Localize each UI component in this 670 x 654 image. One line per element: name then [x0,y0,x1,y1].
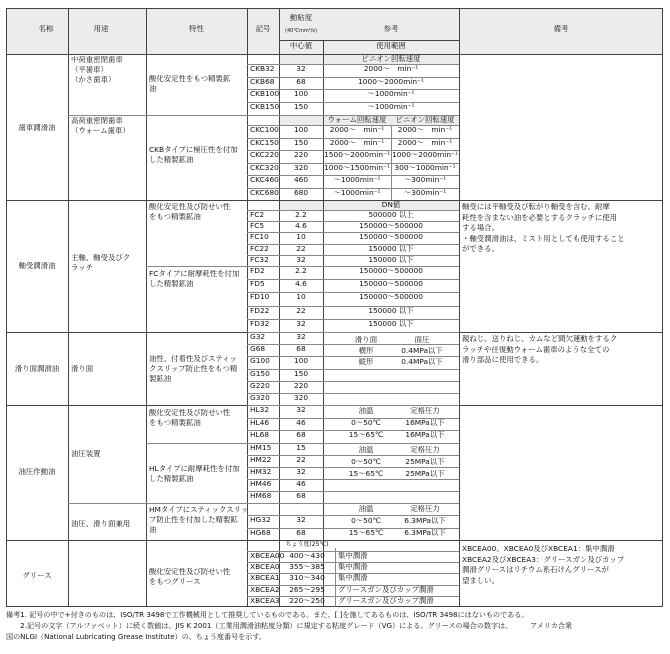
hydraulic-ref-h1: 油温 [358,505,374,513]
worm-range-cell: ～1000min⁻¹ [333,189,381,197]
code-cell: XBCEA0 [250,563,280,572]
viscosity-cell: 150 [293,103,309,112]
footnotes [6,609,666,642]
range-cell: 150000～500000 [359,233,423,242]
viscosity-cell: 22 [296,306,306,315]
slide-property-line3: 製鉱油 [149,375,172,383]
viscosity-cell: 310～340 [289,574,325,583]
hydraulic-ref-r2a: 15～65℃ [348,529,384,537]
code-cell: CKC220 [250,151,279,160]
grease-property-line2: をもつグリース [149,578,201,586]
viscosity-cell: 68 [296,492,306,500]
viscosity-cell: 68 [296,431,306,440]
code-cell: HL68 [250,431,270,440]
gear-use1-line2: （平歯車） [71,66,108,74]
bearing-property2-line1: FCタイプに耐摩耗性を付加 [149,270,240,278]
slide-use: 滑り面 [71,365,94,373]
gear-use2-line1: 高荷重密閉歯車 [71,117,123,125]
code-cell: HG68 [250,528,271,537]
range-cell: 150000 以下 [368,319,414,328]
code-cell: HG32 [250,516,271,524]
bearing-property2-line2: した精製鉱油 [149,280,194,288]
pinion-range-cell: ～300min⁻¹ [403,176,447,185]
code-cell: FC22 [250,244,269,253]
header-property: 特性 [189,25,204,33]
viscosity-cell: 32 [296,468,306,476]
pinion-range-cell: 2000～ min⁻¹ [397,138,453,147]
viscosity-cell: 100 [293,357,309,366]
slide-ref-r1b: 0.4MPa以下 [401,347,443,355]
viscosity-cell: 150 [293,138,309,147]
code-cell: CKC680 [250,189,279,197]
range-cell: 150000 以下 [368,306,414,315]
code-cell: FD5 [250,280,265,289]
code-cell: HL46 [250,418,270,427]
worm-range-cell: 2000～ min⁻¹ [329,138,385,147]
hydraulic-ref-r1b: 16MPa以下 [405,419,445,427]
gear-property1-line2: 油 [149,85,157,93]
code-cell: FC5 [250,222,265,231]
viscosity-cell: 32 [296,319,306,328]
code-cell: CKC460 [250,176,279,185]
hydraulic-property2-line2: した精製鉱油 [149,475,194,483]
header-remarks: 備考 [553,25,569,33]
viscosity-cell: 68 [296,528,306,537]
hydraulic-ref-r2b: 25MPa以下 [405,470,445,478]
remark-line: する場合。 [462,224,499,232]
range-cell: 500000 以上 [368,211,414,219]
code-cell: HM15 [250,444,272,452]
col-divider [459,8,460,607]
code-cell: CKB150 [250,103,280,112]
usage-cell: グリースガン及びカップ潤滑 [338,585,434,594]
slide-property-line2: クスリップ防止性をもつ精 [149,365,238,373]
viscosity-cell: 68 [296,77,306,86]
viscosity-cell: 4.6 [295,222,307,231]
slide-ref-r2a: 縦形 [358,358,374,366]
bearing-use-line2: ラッチ [71,264,94,272]
bearing-dn: DN値 [381,201,401,209]
range-cell: 150000 以下 [368,244,414,253]
hydraulic-use1: 油圧装置 [71,450,101,458]
hydraulic-ref-r2a: 15～65℃ [348,431,384,439]
hydraulic-ref-r1a: 0～50℃ [351,419,381,427]
code-cell: G32 [250,333,266,341]
remark-line: 潤滑グリースはリチウム系石けんグリースが [462,566,609,574]
hydraulic-ref-r1a: 0～50℃ [351,517,381,525]
footnote-line: 国のNLGI（National Lubricating Grease Institute）の、ちょう度番号を示す。 [6,632,267,641]
col-divider [68,8,69,607]
slide-ref-r2b: 0.4MPa以下 [401,358,443,366]
gear-property1-line1: 酸化安定性をもつ精製鉱 [149,75,231,83]
code-cell: XBCEA00 [250,552,285,560]
code-cell: FC10 [250,233,269,242]
bearing-property1-line1: 酸化安定性及び防せい性 [149,203,231,211]
gear-use2-line2: （ウォーム歯車） [71,127,130,135]
viscosity-cell: 32 [296,406,306,414]
hydraulic-ref-r1a: 0～50℃ [351,458,381,466]
code-cell: G68 [250,345,266,354]
range-cell: 1000～2000min⁻¹ [358,77,424,86]
header-reference: 参考 [383,25,399,33]
grease-penetration: ちょう度(25℃) [285,541,329,548]
hydraulic-property2-line1: HLタイプに耐摩耗性を付加 [149,465,240,473]
code-cell: HM68 [250,492,272,500]
header-name: 名称 [38,25,54,33]
pinion-range-cell: 1000～2000min⁻¹ [392,151,458,160]
remark-line: 滑り部品に使用できる。 [462,356,544,364]
code-cell: CKB68 [250,77,275,86]
hydraulic-ref-r2a: 15～65℃ [348,470,384,478]
gear-property2-line1: CKBタイプに極圧性を付加 [149,146,238,154]
viscosity-cell: 15 [296,444,306,452]
remark-line: ができる。 [462,245,499,253]
range-cell: ～1000min⁻¹ [367,90,415,99]
hydraulic-ref-r1b: 6.3MPa以下 [404,517,446,525]
bearing-use-line1: 主軸、軸受及びク [71,254,131,262]
gear-pinion-speed2: ピニオン回転速度 [395,116,455,124]
row-divider [68,503,459,504]
gear-name: 歯車潤滑油 [18,124,56,132]
code-cell: HM22 [250,456,272,464]
range-cell: 2000～ min⁻¹ [363,65,419,73]
viscosity-cell: 220 [293,151,309,160]
remark-line: ・軸受潤滑油は、ミスト用としても使用すること [462,234,625,243]
code-cell: CKC150 [250,138,279,147]
col-divider [146,8,147,607]
viscosity-cell: 320 [293,163,309,172]
header-viscosity: 動粘度 [289,14,313,22]
code-cell: FC32 [250,255,269,264]
hydraulic-property1-line1: 酸化安定性及び防せい性 [149,409,231,417]
code-cell: FD32 [250,319,270,328]
code-cell: FD2 [250,267,265,275]
code-cell: CKC320 [250,163,279,172]
hydraulic-ref-r1b: 25MPa以下 [405,458,445,466]
hydraulic-property3-line3: 油 [149,526,157,534]
hydraulic-ref-h2: 定格圧力 [410,407,440,415]
code-cell: G100 [250,357,270,366]
viscosity-cell: 220 [293,381,309,390]
code-cell: FD10 [250,293,270,302]
grease-name: グリース [22,572,52,580]
col-divider [247,8,248,607]
hydraulic-ref-r2b: 6.3MPa以下 [404,529,446,537]
viscosity-cell: 22 [296,456,306,464]
viscosity-cell: 32 [296,255,306,264]
worm-range-cell: 1000～1500min⁻¹ [324,163,390,172]
gear-use1-line3: （かさ歯車） [71,76,116,84]
code-cell: G220 [250,381,270,390]
viscosity-cell: 22 [296,244,306,253]
code-cell: XBCEA3 [250,596,280,605]
viscosity-cell: 10 [296,233,306,242]
hydraulic-ref-h2: 定格圧力 [410,446,440,454]
remark-line: XBCEA2及びXBCEA3：グリースガン及びカップ [462,555,625,564]
viscosity-cell: 460 [293,176,309,185]
viscosity-cell: 220～250 [289,596,325,605]
header-viscosity-unit: (40℃mm²/s) [285,28,317,34]
viscosity-cell: 2.2 [295,211,307,219]
code-cell: XBCEA2 [250,585,280,594]
viscosity-cell: 46 [296,480,306,488]
sub-col-divider [335,548,336,607]
hydraulic-ref-r2b: 16MPa以下 [405,431,445,439]
remark-line: XBCEA00、XBCEA0及びXBCEA1：集中潤滑 [462,545,615,553]
code-cell: FC2 [250,211,265,219]
viscosity-cell: 680 [293,189,309,197]
code-cell: HL32 [250,406,270,414]
remark-line: 耗性を含まない油を必要とするクラッチに使用 [462,213,618,222]
viscosity-cell: 46 [296,418,306,427]
hydraulic-ref-h1: 油温 [358,446,374,454]
header-code: 記号 [255,25,271,33]
viscosity-cell: 32 [296,516,306,524]
range-cell: ～1000min⁻¹ [367,103,415,112]
footnote-line: 2.記号の文字（アルファベット）に続く数値は、JIS K 2001（工業用潤滑油粘度分類）に規定する粘度グレード（VG）による。グリースの場合の数字は、 アメリカ合衆 [6,621,573,630]
usage-cell: グリースガン及びカップ潤滑 [338,596,434,605]
code-cell: G320 [250,394,270,402]
row-divider [279,40,459,41]
worm-range-cell: ～1000min⁻¹ [333,176,381,185]
pinion-range-cell: 300～1000min⁻¹ [394,163,456,172]
remark-line: 親ねじ、送りねじ、カムなど間欠運動をするク [462,335,618,343]
hydraulic-property3-line2: プ防止性を付加した精製鉱 [149,516,238,524]
range-cell: 150000～500000 [359,293,423,302]
header-use: 用途 [93,25,109,33]
code-cell: FD22 [250,306,270,315]
slide-ref-r1a: 横形 [358,347,374,355]
slide-ref-h2: 面圧 [414,336,430,344]
code-cell: CKC100 [250,126,279,134]
viscosity-cell: 2.2 [295,267,307,275]
pinion-range-cell: ～300min⁻¹ [403,189,447,197]
code-cell: G150 [250,369,270,378]
range-cell: 150000 以下 [368,255,414,264]
footnote-line: 備考1. 記号の中で+付きのものは、ISO/TR 3498で工作機械用として推奨しているものである。また、[ ]を施してあるものは、ISO/TR 3498にはないものである。 [6,610,529,619]
remark-line: 望ましい。 [462,576,499,585]
hydraulic-property1-line2: をもつ精製鉱油 [149,419,201,427]
viscosity-cell: 10 [296,293,306,302]
hydraulic-use2: 油圧、滑り面兼用 [71,520,131,528]
header-usage-range: 使用範囲 [376,42,406,50]
viscosity-cell: 100 [293,126,309,134]
header-center-value: 中心値 [289,42,313,50]
hydraulic-ref-h2: 定格圧力 [410,505,440,513]
gear-pinion-speed: ピニオン回転速度 [361,55,421,63]
hydraulic-property3-line1: HMタイプにスティックスリッ [149,506,249,514]
hydraulic-name: 油圧作動油 [18,468,56,476]
viscosity-cell: 320 [293,394,309,402]
worm-range-cell: 1500～2000min⁻¹ [324,151,390,160]
gear-property2-line2: した精製鉱油 [149,156,194,164]
remark-line: ラッチや往復動ウォーム歯車のような全ての [462,345,610,354]
viscosity-cell: 32 [296,333,306,341]
viscosity-cell: 32 [296,65,306,73]
bearing-name: 軸受潤滑油 [18,262,56,270]
slide-name: 滑り面潤滑油 [14,365,60,373]
usage-cell: 集中潤滑 [338,563,368,572]
viscosity-cell: 355～385 [289,563,325,572]
code-cell: HM46 [250,480,272,488]
viscosity-cell: 400～430 [289,552,325,560]
worm-range-cell: 2000～ min⁻¹ [329,126,385,134]
viscosity-cell: 150 [293,369,309,378]
remark-line: 軸受には平軸受及び転がり軸受を含む。耐摩 [462,203,610,211]
pinion-range-cell: 2000～ min⁻¹ [397,126,453,134]
bearing-property1-line2: をもつ精製鉱油 [149,213,201,221]
code-cell: XBCEA1 [250,574,280,583]
gear-worm-speed: ウォーム回転速度 [327,116,387,124]
usage-cell: 集中潤滑 [338,552,368,560]
gear-use1-line1: 中荷重密閉歯車 [71,56,123,64]
code-cell: CKB100 [250,90,280,99]
range-cell: 150000～500000 [359,222,423,231]
hydraulic-ref-h1: 油温 [358,407,374,415]
range-cell: 150000～500000 [359,280,423,289]
viscosity-cell: 4.6 [295,280,307,289]
slide-ref-h1: 滑り面 [354,336,378,344]
slide-property-line1: 油性、付着性及びスティッ [149,355,237,363]
range-cell: 150000～500000 [359,267,423,275]
code-cell: CKB32 [250,65,275,73]
grease-property-line1: 酸化安定性及び防せい性 [149,568,231,576]
viscosity-cell: 68 [296,345,306,354]
code-cell: HM32 [250,468,272,476]
viscosity-cell: 100 [293,90,309,99]
usage-cell: 集中潤滑 [338,574,368,583]
viscosity-cell: 265～295 [289,585,325,594]
